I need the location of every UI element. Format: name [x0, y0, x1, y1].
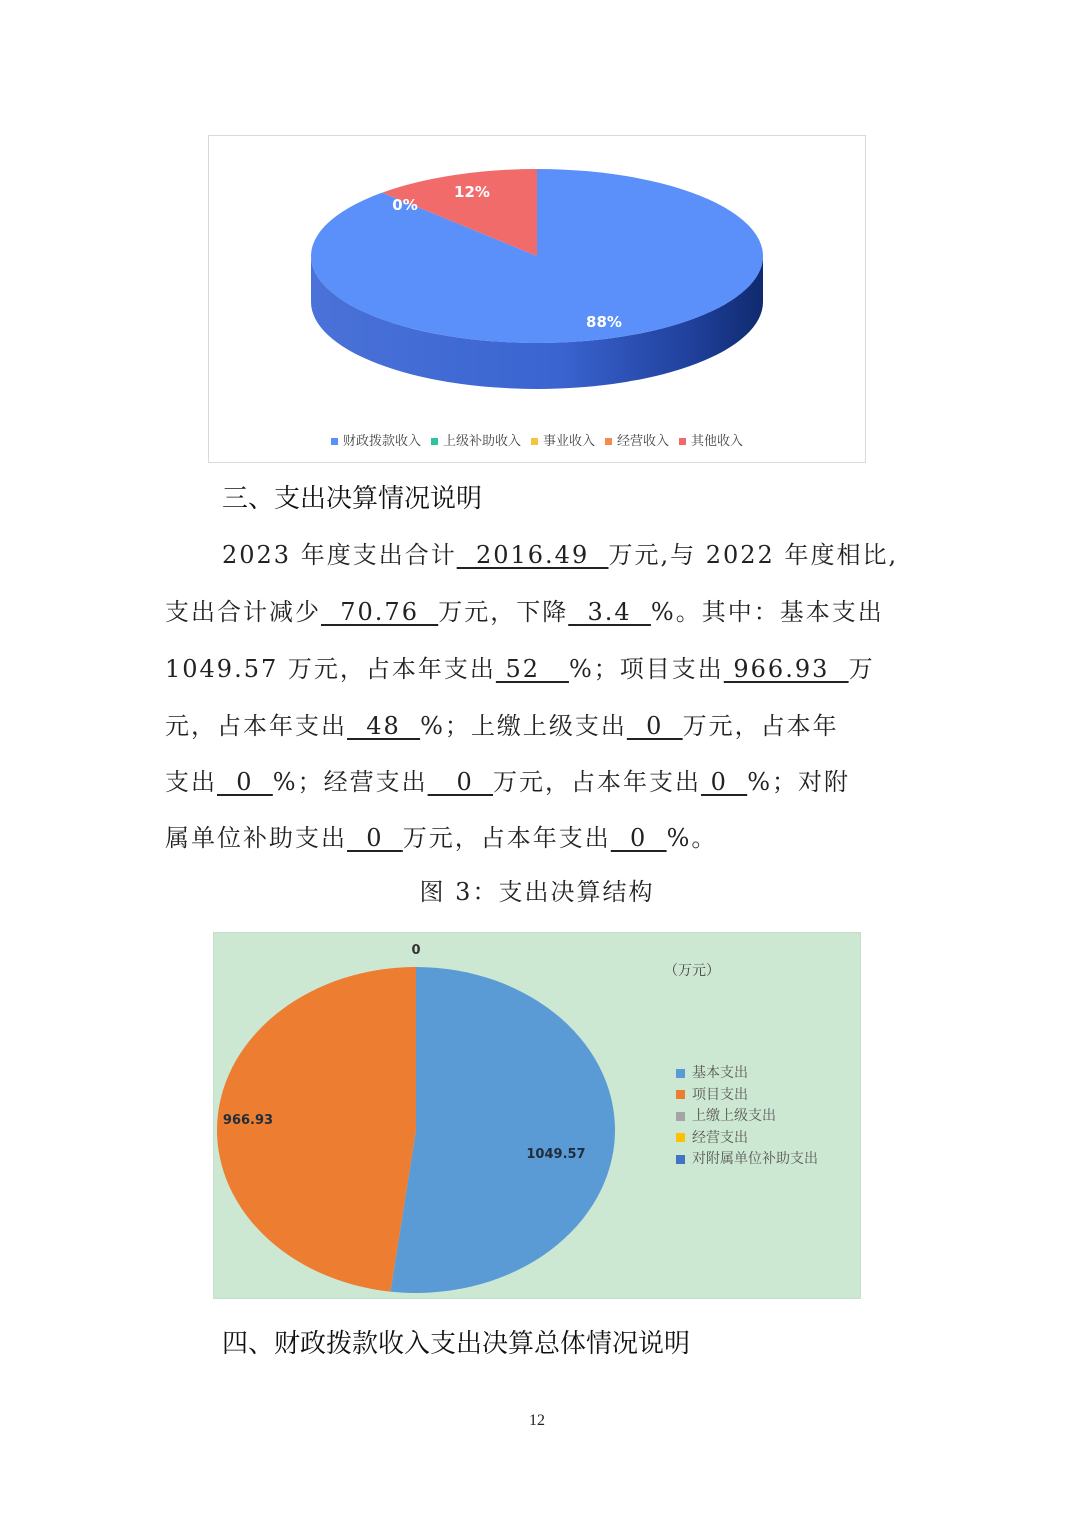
legend-label: 项目支出	[692, 1086, 748, 1103]
paragraph-text: 属单位补助支出	[165, 824, 347, 852]
legend-label: 上级补助收入	[442, 434, 521, 449]
pie-slice	[217, 967, 416, 1292]
legend-label: 上缴上级支出	[692, 1108, 776, 1124]
filled-value: 0	[626, 712, 683, 740]
legend-swatch	[679, 438, 686, 445]
paragraph-text: %；上缴上级支出	[420, 712, 627, 740]
data-label: 0%	[392, 196, 418, 214]
legend-swatch	[676, 1112, 685, 1121]
paragraph-text: %；经营支出	[272, 768, 428, 796]
legend-swatch	[605, 438, 612, 445]
paragraph-line	[165, 762, 850, 797]
expense-pie-chart	[213, 932, 861, 1299]
legend-label: 基本支出	[692, 1065, 748, 1081]
page-number: 12	[529, 1412, 545, 1429]
paragraph-text: %；对附	[747, 768, 850, 796]
data-label: 12%	[454, 183, 490, 201]
filled-value: 2016.49	[456, 541, 609, 569]
legend-item	[676, 1063, 818, 1085]
paragraph-text: 万	[848, 655, 875, 683]
paragraph-line	[222, 535, 898, 570]
paragraph-text: 支出合计减少	[165, 598, 321, 626]
paragraph-line	[165, 592, 884, 627]
legend-swatch	[331, 438, 338, 445]
filled-value: 3.4	[568, 598, 651, 626]
legend-item	[605, 430, 669, 449]
legend-item	[676, 1149, 818, 1171]
income-pie-chart	[208, 135, 866, 463]
pie-slice	[390, 967, 615, 1293]
paragraph-text: %。其中：基本支出	[650, 598, 884, 626]
data-label: 0	[411, 943, 421, 958]
paragraph-line	[165, 706, 839, 741]
paragraph-line	[165, 818, 717, 853]
paragraph-text: 支出	[165, 768, 217, 796]
paragraph-text: 万元,与 2022 年度相比,	[608, 541, 899, 569]
filled-value: 0	[427, 768, 494, 796]
paragraph-text: %。	[666, 824, 718, 852]
legend-item	[676, 1128, 818, 1150]
filled-value: 0	[347, 824, 403, 852]
filled-value: 48	[347, 712, 421, 740]
filled-value: 0	[610, 824, 667, 852]
data-label: 966.93	[222, 1113, 274, 1128]
section3-heading: 三、支出决算情况说明	[222, 484, 483, 514]
paragraph-line	[165, 649, 875, 684]
section4-heading: 四、财政拨款收入支出决算总体情况说明	[222, 1329, 691, 1359]
legend-swatch	[676, 1069, 685, 1078]
legend-swatch	[676, 1155, 685, 1164]
paragraph-text: 万元，占本年	[682, 712, 839, 740]
paragraph-text: 万元，占本年支出	[493, 768, 702, 796]
income-legend	[209, 430, 865, 449]
data-label: 88%	[586, 313, 622, 331]
legend-item	[431, 430, 521, 449]
filled-value: 0	[701, 768, 748, 796]
filled-value: 52	[495, 655, 569, 683]
legend-swatch	[431, 438, 438, 445]
legend-label: 对附属单位补助支出	[692, 1151, 818, 1167]
expense-legend	[676, 1063, 818, 1171]
legend-item	[676, 1106, 818, 1128]
legend-swatch	[531, 438, 538, 445]
legend-label: 事业收入	[542, 434, 595, 449]
legend-item	[676, 1085, 818, 1107]
legend-item	[679, 430, 743, 449]
filled-value: 70.76	[321, 598, 439, 626]
paragraph-text: %；项目支出	[568, 655, 724, 683]
paragraph-text: 2023 年度支出合计	[222, 541, 457, 569]
legend-item	[531, 430, 595, 449]
expense-unit-label: （万元）	[664, 963, 720, 979]
paragraph-text: 1049.57 万元，占本年支出	[165, 655, 496, 683]
data-label: 1049.57	[526, 1147, 586, 1162]
figure-caption: 图 3：支出决算结构	[419, 878, 655, 906]
legend-label: 其他收入	[691, 434, 744, 449]
paragraph-text: 元，占本年支出	[165, 712, 347, 740]
paragraph-text: 万元，占本年支出	[402, 824, 611, 852]
legend-label: 经营支出	[692, 1129, 748, 1146]
legend-item	[331, 430, 421, 449]
legend-label: 财政拨款收入	[342, 434, 421, 449]
legend-label: 经营收入	[617, 434, 670, 449]
filled-value: 0	[217, 768, 273, 796]
filled-value: 966.93	[723, 655, 849, 683]
income-pie-svg	[209, 136, 867, 464]
legend-swatch	[676, 1133, 685, 1142]
legend-swatch	[676, 1090, 685, 1099]
paragraph-text: 万元，下降	[438, 598, 569, 626]
